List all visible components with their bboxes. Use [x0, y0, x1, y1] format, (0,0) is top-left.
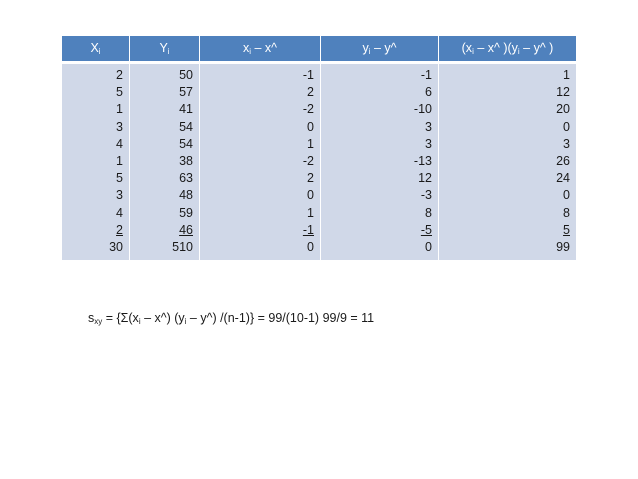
header-product: ($x_i$ – x^ )($y_i$ – y^ ): [439, 36, 576, 61]
table-cell: 2: [307, 85, 314, 100]
table-cell: 4: [116, 136, 123, 151]
table-cell: 2: [116, 222, 123, 237]
table-cell: 1: [307, 136, 314, 151]
table-cell: 8: [425, 205, 432, 220]
column-product: [439, 61, 576, 260]
table-cell: 50: [179, 68, 193, 82]
table-cell: 6: [425, 85, 432, 100]
table-cell: 20: [556, 102, 570, 117]
table-cell: 5: [116, 171, 123, 186]
table-cell: 2: [116, 68, 123, 82]
table-cell: -5: [420, 222, 432, 237]
table-cell: 5: [116, 85, 123, 100]
table-cell: 12: [556, 85, 570, 100]
table-cell: 3: [563, 136, 570, 151]
column-yi: [130, 61, 200, 260]
table-cell: -1: [302, 68, 314, 82]
header-x-deviation: $x_i$ – x^: [200, 36, 321, 61]
table-cell-total: 510: [172, 239, 193, 254]
table-cell: 57: [179, 85, 193, 100]
table-cell: 54: [179, 119, 193, 134]
covariance-formula: $s_{xy} = \{\Sigma(x_i$ – x^) ($y_i$ – y^) /(n-1)} = 99/(10-1) 99/9 = 11: [88, 311, 375, 326]
table-cell: 46: [179, 222, 193, 237]
table-cell: 12: [418, 171, 432, 186]
table-cell: 1: [307, 205, 314, 220]
table-cell: 3: [425, 119, 432, 134]
table-cell: 1: [563, 68, 570, 82]
table-cell: 59: [179, 205, 193, 220]
column-y-deviation: [321, 61, 439, 260]
table-cell-total: 0: [307, 239, 314, 254]
header-xi: $X_i$: [62, 36, 130, 61]
header-yi: $Y_i$: [130, 36, 200, 61]
table-cell: 4: [116, 205, 123, 220]
table-cell: 48: [179, 188, 193, 203]
table-cell: -13: [413, 153, 432, 168]
table-cell: 2: [307, 171, 314, 186]
table-cell: -10: [413, 102, 432, 117]
table-cell: 3: [425, 136, 432, 151]
table-cell: 1: [116, 102, 123, 117]
table-cell: -2: [302, 102, 314, 117]
table-cell: -2: [302, 153, 314, 168]
column-x-deviation: [200, 61, 321, 260]
table-cell: 0: [563, 188, 570, 203]
table-cell: 0: [307, 119, 314, 134]
table-cell: 24: [556, 171, 570, 186]
table-cell: 8: [563, 205, 570, 220]
table-cell: 3: [116, 188, 123, 203]
values-row: [62, 61, 576, 260]
table-cell: 41: [179, 102, 193, 117]
table-cell: 3: [116, 119, 123, 134]
table-cell-total: 30: [109, 239, 123, 254]
table-cell-total: 99: [556, 239, 570, 254]
table-cell-total: 0: [425, 239, 432, 254]
table-cell: 0: [307, 188, 314, 203]
table-cell: 26: [556, 153, 570, 168]
table-cell: -1: [420, 68, 432, 82]
table-cell: 38: [179, 153, 193, 168]
table-cell: 5: [563, 222, 570, 237]
table-cell: 63: [179, 171, 193, 186]
table-cell: -1: [302, 222, 314, 237]
table-cell: 1: [116, 153, 123, 168]
column-xi: [62, 61, 130, 260]
header-row: [62, 36, 576, 61]
data-table: [62, 36, 576, 260]
header-y-deviation: $y_i$ – y^: [321, 36, 439, 61]
table-cell: 54: [179, 136, 193, 151]
table-cell: 0: [563, 119, 570, 134]
table-cell: -3: [420, 188, 432, 203]
